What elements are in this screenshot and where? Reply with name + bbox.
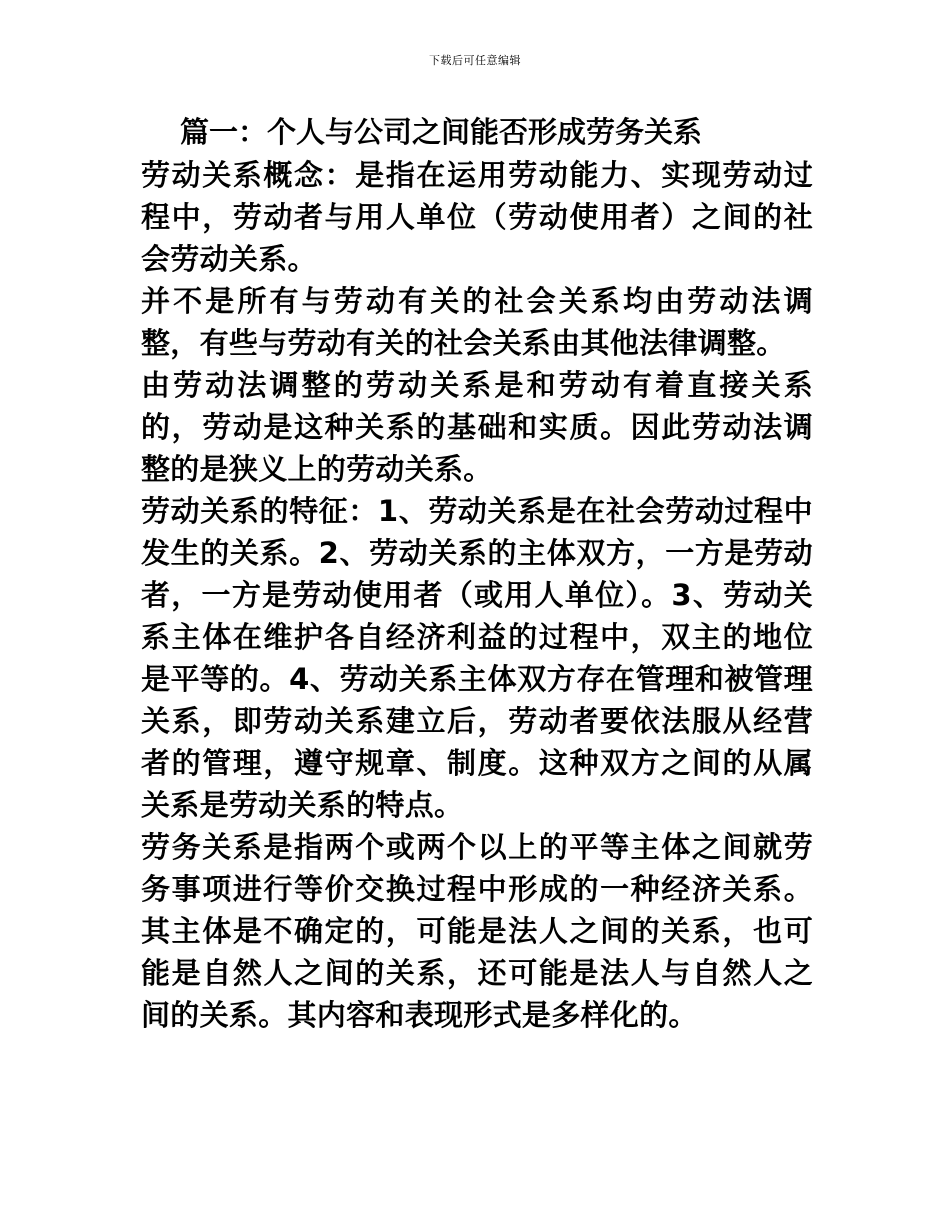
page-header-note: 下载后可任意编辑	[429, 54, 521, 67]
paragraph-service-relation: 劳务关系是指两个或两个以上的平等主体之间就劳务事项进行等价交换过程中形成的一种经济关系。其主体是不确定的，可能是法人之间的关系，也可能是自然人之间的关系，还可能是法人与自然人之间的关系。其内容和表现形式是多样化的。	[141, 830, 813, 1032]
paragraph-scope-of-labor-law: 并不是所有与劳动有关的社会关系均由劳动法调整，有些与劳动有关的社会关系由其他法律调整。	[141, 284, 813, 360]
paragraph-labor-relation-concept: 劳动关系概念：是指在运用劳动能力、实现劳动过程中，劳动者与用人单位（劳动使用者）之间的社会劳动关系。	[141, 158, 813, 276]
paragraph-narrow-labor-relation: 由劳动法调整的劳动关系是和劳动有着直接关系的，劳动是这种关系的基础和实质。因此劳动法调整的是狭义上的劳动关系。	[141, 368, 813, 486]
document-title: 篇一：个人与公司之间能否形成劳务关系	[180, 115, 703, 149]
paragraph-labor-relation-features: 劳动关系的特征：1、劳动关系是在社会劳动过程中发生的关系。2、劳动关系的主体双方，一方是劳动者，一方是劳动使用者（或用人单位）。3、劳动关系主体在维护各自经济利益的过程中，双主的地位是平等的。4、劳动关系主体双方存在管理和被管理关系，即劳动关系建立后，劳动者要依法服从经营者的管理，遵守规章、制度。这种双方之间的从属关系是劳动关系的特点。	[141, 494, 813, 822]
document-body	[141, 111, 813, 1036]
